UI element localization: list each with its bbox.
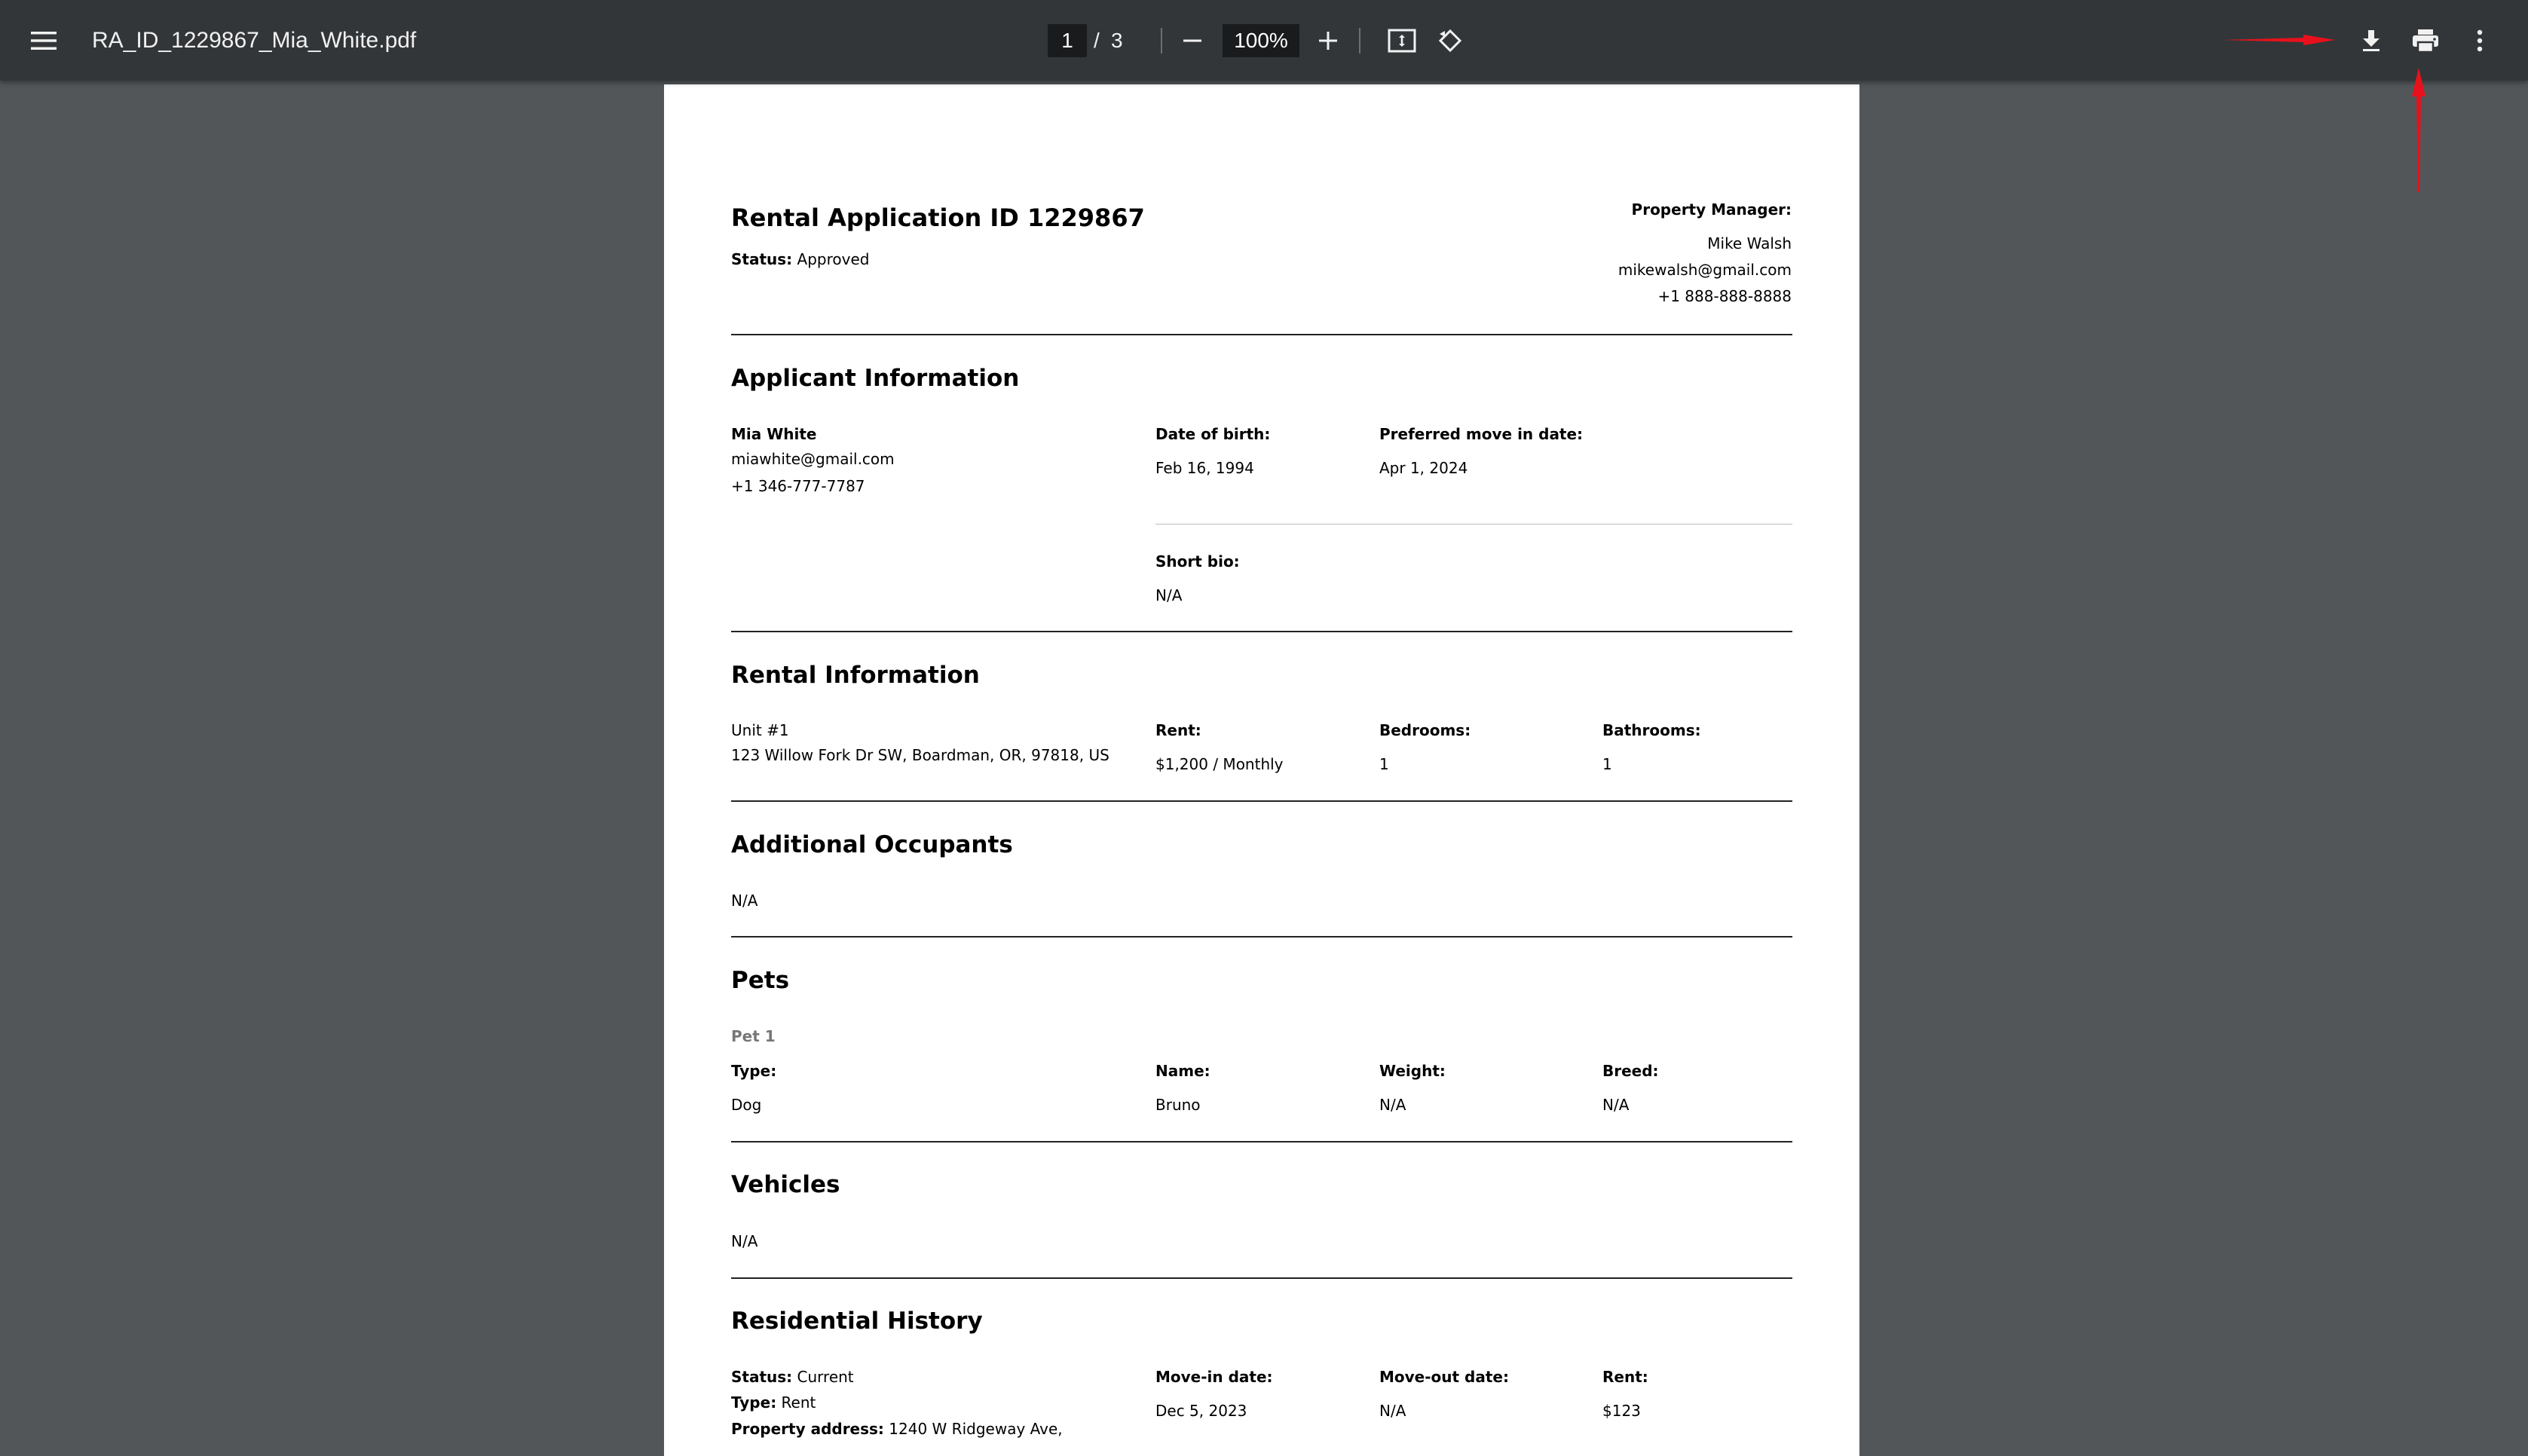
move-in-value: Apr 1, 2024 [1379,459,1468,477]
move-in-label: Preferred move in date: [1379,425,1584,443]
download-icon[interactable] [2344,14,2398,68]
pet-title: Pet 1 [731,1027,776,1045]
zoom-out-icon[interactable] [1165,14,1220,68]
rental-address: 123 Willow Fork Dr SW, Boardman, OR, 97818, US [731,746,1109,764]
pet-type-value: Dog [731,1096,762,1114]
section-divider [731,1277,1792,1279]
residential-address-label: Property address: [731,1420,884,1438]
pets-heading: Pets [731,967,790,994]
residential-heading: Residential History [731,1308,983,1335]
applicant-email: miawhite@gmail.com [731,450,895,468]
bedrooms-value: 1 [1379,755,1389,773]
occupants-value: N/A [731,892,758,910]
rental-unit: Unit #1 [731,721,789,739]
toolbar-divider [1161,28,1162,54]
rental-heading: Rental Information [731,662,980,689]
section-divider [731,936,1792,938]
residential-status-label: Status: [731,1368,793,1386]
pet-name-value: Bruno [1155,1096,1201,1114]
status-line [731,250,869,268]
page-number-input[interactable]: 1 [1048,24,1087,57]
document-title: RA_ID_1229867_Mia_White.pdf [92,27,417,53]
move-in-date-label: Move-in date: [1155,1368,1273,1386]
pet-breed-value: N/A [1602,1096,1630,1114]
short-bio-label: Short bio: [1155,552,1240,570]
sub-divider [1155,524,1792,525]
zoom-in-icon[interactable] [1301,14,1355,68]
property-manager-email: mikewalsh@gmail.com [1617,261,1792,279]
move-out-date-label: Move-out date: [1379,1368,1509,1386]
annotation-arrow-up [2412,68,2425,192]
pet-name-label: Name: [1155,1062,1210,1080]
rent-label: Rent: [1155,721,1201,739]
dob-value: Feb 16, 1994 [1155,459,1254,477]
print-icon[interactable] [2398,14,2453,68]
more-options-icon[interactable] [2453,14,2507,68]
residential-type-label: Type: [731,1393,777,1412]
application-title: Rental Application ID 1229867 [731,203,1145,232]
vehicles-heading: Vehicles [731,1171,840,1198]
applicant-phone: +1 346-777-7787 [731,477,865,495]
residential-address-value: 1240 W Ridgeway Ave, [889,1420,1063,1438]
move-in-date-value: Dec 5, 2023 [1155,1402,1247,1420]
pdf-page [664,84,1859,1456]
property-manager-phone: +1 888-888-8888 [1657,287,1792,305]
annotation-arrow-right [2222,35,2335,45]
page-separator: / [1094,28,1100,52]
residential-rent-value: $123 [1602,1402,1641,1420]
status-value: Approved [797,250,870,268]
section-divider [731,1141,1792,1142]
pet-weight-label: Weight: [1379,1062,1446,1080]
residential-type [731,1393,816,1412]
applicant-heading: Applicant Information [731,365,1020,392]
rent-value: $1,200 / Monthly [1155,755,1284,773]
bathrooms-value: 1 [1602,755,1612,773]
section-divider [731,800,1792,802]
bedrooms-label: Bedrooms: [1379,721,1471,739]
residential-rent-label: Rent: [1602,1368,1648,1386]
residential-type-value: Rent [781,1393,816,1412]
section-divider [731,631,1792,632]
vehicles-value: N/A [731,1232,758,1250]
fit-page-icon[interactable] [1375,14,1429,68]
applicant-name: Mia White [731,425,817,443]
pet-breed-label: Breed: [1602,1062,1659,1080]
status-label: Status: [731,250,793,268]
dob-label: Date of birth: [1155,425,1271,443]
move-out-date-value: N/A [1379,1402,1406,1420]
property-manager-name: Mike Walsh [1707,234,1792,252]
short-bio-value: N/A [1155,586,1183,604]
residential-status-value: Current [797,1368,854,1386]
menu-icon[interactable] [17,14,71,68]
total-pages: 3 [1111,28,1123,52]
occupants-heading: Additional Occupants [731,831,1013,858]
toolbar-divider [1359,28,1360,54]
pdf-toolbar [0,0,2528,81]
pet-weight-value: N/A [1379,1096,1406,1114]
property-manager-label: Property Manager: [1631,200,1792,219]
section-divider [731,334,1792,335]
residential-address [731,1420,1063,1438]
bathrooms-label: Bathrooms: [1602,721,1701,739]
pet-type-label: Type: [731,1062,777,1080]
rotate-icon[interactable] [1423,14,1477,68]
residential-status [731,1368,854,1386]
zoom-level-input[interactable]: 100% [1223,24,1299,57]
